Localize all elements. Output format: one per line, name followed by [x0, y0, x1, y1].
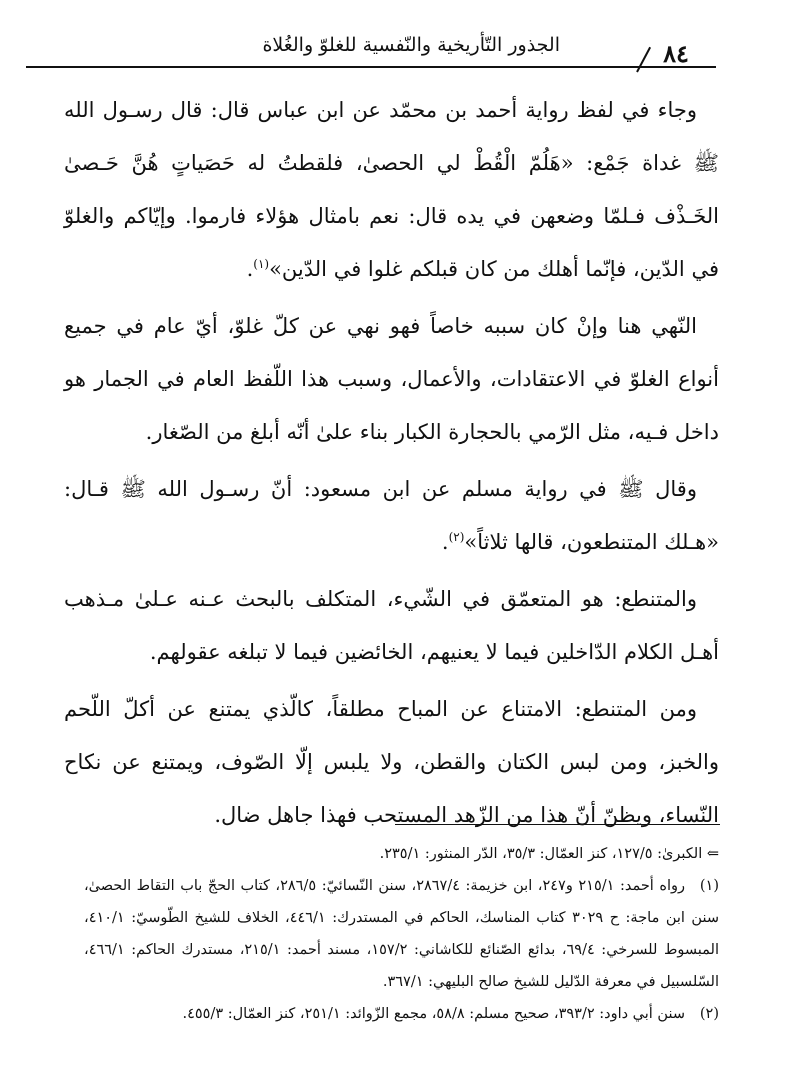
paragraph-text: النّهي هنا وإنْ كان سببه خاصاً فهو نهي عن كلّ غلوّ، أيّ عام في جميع أنواع الغلوّ في الاعتقادات، والأعمال، وسبب هذا اللّفظ العام في الجمار هو داخل فـيه، مثل الرّمي بالحجارة الكبار بناء علىٰ أنّه أبلغ من الصّغار.: [64, 314, 719, 444]
paragraph-text: وجاء في لفظ رواية أحمد بن محمّد عن ابن عباس قال: قال رسـول الله ﷺ غداة جَمْع: «هَلُمّ الْقُطْ لي الحصىٰ، فلقطتُ له حَصَياتٍ هُنَّ حَـصىٰ الخَـذْف فـلمّا وضعهن في يده قال: نعم بامثال هؤلاء فارموا. وإيّاكم والغلوّ في الدّين، فإنّما أهلك من كان قبلكم غلوا في الدّين»: [64, 98, 719, 281]
header-rule: [26, 66, 644, 68]
paragraph-prohibition: [64, 300, 719, 459]
footnote-text: رواه أحمد: ٢١٥/١ و٢٤٧، ابن خزيمة: ٢٨٦٧/٤، سنن النّسائيّ: ٢٨٦/٥، كتاب الحجّ باب التقاط الحصىٰ، سنن ابن ماجة: ح ٣٠٢٩ كتاب المناسك، الحاكم في المستدرك: ٤٤٦/١، الخلاف للشيخ الطّوسيّ: ٤١٠/١، المبسوط للسرخي: ٦٩/٤، بدائع الصّنائع للكاشاني: ١٥٧/٢، مسند أحمد: ٢١٥/١، مستدرك الحاكم: ٤٦٦/١، السّلسبيل في معرفة الدّليل للشيخ صالح البليهي: ٣٦٧/١.: [84, 878, 719, 990]
footnote-2: [84, 998, 719, 1030]
page-number-underline: [636, 66, 716, 68]
paragraph-abstaining: [64, 683, 719, 842]
footnote-ref-1: (١): [253, 257, 270, 271]
running-title: الجذور التّأريخية والنّفسية للغلوّ والغُلاة: [262, 34, 560, 56]
footnote-number: (٢): [699, 1006, 719, 1022]
paragraph-ibn-masud: وقال ﷺ في رواية مسلم عن ابن مسعود: أنّ رسـول الله ﷺ قـال: «هـلك المتنطعون، قالها ثلاثاً»$^{(٢)}$.: [64, 477, 719, 554]
page-number: ٨٤: [663, 39, 689, 68]
paragraph-ibn-abbas: وجاء في لفظ رواية أحمد بن محمّد عن ابن عباس قال: قال رسـول الله ﷺ غداة جَمْع: «هَلُمّ الْقُطْ لي الحصىٰ، فلقطتُ له حَصَياتٍ هُنَّ حَـصىٰ الخَـذْف فـلمّا وضعهن في يده قال: نعم بامثال هؤلاء فارموا. وإيّاكم والغلوّ في الدّين، فإنّما أهلك من كان قبلكم غلوا في الدّين»$^{(١)}$.: [64, 98, 719, 281]
footnote-carry-over: ⇐ الكبرىٰ: ١٢٧/٥، كنز العمّال: ٣٥/٣، الدّر المنثور: ٢٣٥/١.: [379, 846, 719, 862]
footnote-1: [84, 870, 719, 998]
paragraph-text: ومن المتنطع: الامتناع عن المباح مطلقاً، كالّذي يمتنع عن أكلّ اللّحم والخبز، ومن لبس الكتان والقطن، ولا يلبس إلّا الصّوف، ويمتنع عن نكاح النّساء، ويظنّ أنّ هذا من الزّهد المستحب فهذا جاهل ضال.: [64, 697, 719, 827]
paragraph-text: وقال ﷺ في رواية مسلم عن ابن مسعود: أنّ رسـول الله ﷺ قـال: «هـلك المتنطعون، قالها ثلاثاً»: [64, 477, 719, 554]
main-text: [64, 84, 719, 842]
footnote-ref-2: (٢): [448, 530, 465, 544]
footnote-separator: [395, 824, 720, 825]
footnote-number: (١): [699, 878, 719, 894]
footnotes: [84, 838, 719, 1030]
paragraph-mutanatti: [64, 573, 719, 679]
paragraph-text: والمتنطع: هو المتعمّق في الشّيء، المتكلف بالبحث عـنه عـلىٰ مـذهب أهـل الكلام الدّاخلين فيما لا يعنيهم، الخائضين فيما لا تبلغه عقولهم.: [64, 587, 719, 664]
footnote-text: سنن أبي داود: ٣٩٣/٢، صحيح مسلم: ٥٨/٨، مجمع الزّوائد: ٢٥١/١، كنز العمّال: ٤٥٥/٣.: [182, 1006, 685, 1022]
